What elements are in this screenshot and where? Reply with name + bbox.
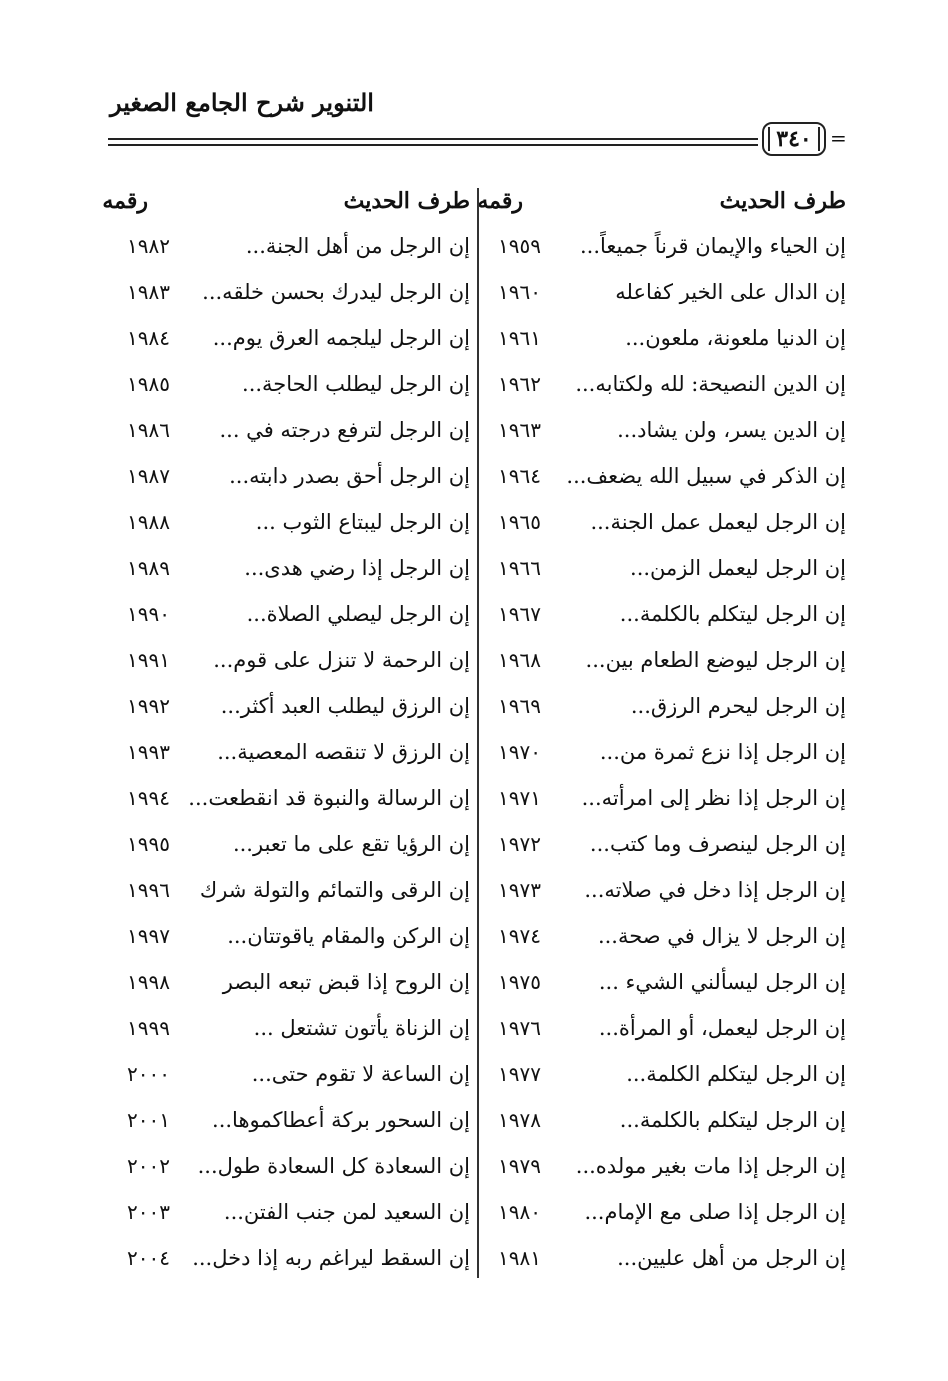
right-hadith-text: إن الدين النصيحة: لله ولكتابه... (575, 372, 846, 396)
left-num-header: رقمه (102, 188, 148, 214)
left-hadith-text: إن السعيد لمن جنب الفتن... (223, 1200, 470, 1224)
header-rule-bottom (108, 144, 758, 146)
table-row (0, 1054, 948, 1100)
right-hadith-number: ١٩٨١ (498, 1246, 541, 1270)
left-text-header: طرف الحديث (343, 188, 470, 214)
table-row (0, 1146, 948, 1192)
right-text-header: طرف الحديث (719, 188, 846, 214)
right-hadith-number: ١٩٧٣ (498, 878, 541, 902)
left-hadith-text: إن الروح إذا قبض تبعه البصر (222, 970, 470, 994)
left-hadith-number: ١٩٨٦ (127, 418, 170, 442)
hadith-index-table (0, 226, 948, 1284)
right-hadith-text: إن الرجل إذا نزع ثمرة من... (599, 740, 846, 764)
right-hadith-number: ١٩٦٤ (498, 464, 541, 488)
left-hadith-number: ١٩٩٤ (127, 786, 170, 810)
table-row (0, 1008, 948, 1054)
right-hadith-text: إن الرجل ليتكلم بالكلمة... (619, 602, 846, 626)
right-hadith-text: إن الرجل ليسألني الشيء ... (598, 970, 846, 994)
right-hadith-number: ١٩٧٥ (498, 970, 541, 994)
right-hadith-number: ١٩٧٨ (498, 1108, 541, 1132)
left-hadith-text: إن الزناة يأتون تشتعل ... (253, 1016, 470, 1040)
table-row (0, 870, 948, 916)
right-hadith-text: إن الرجل ليتكلم الكلمة... (626, 1062, 846, 1086)
page-number-mark: = (830, 126, 847, 150)
right-hadith-number: ١٩٧٢ (498, 832, 541, 856)
left-hadith-number: ١٩٨٣ (127, 280, 170, 304)
left-hadith-text: إن الرجل ليدرك بحسن خلقه... (202, 280, 470, 304)
left-hadith-number: ٢٠٠٢ (127, 1154, 170, 1178)
right-hadith-number: ١٩٥٩ (498, 234, 541, 258)
right-hadith-number: ١٩٦٦ (498, 556, 541, 580)
right-hadith-number: ١٩٧٦ (498, 1016, 541, 1040)
table-row (0, 548, 948, 594)
left-hadith-number: ١٩٨٧ (127, 464, 170, 488)
left-hadith-number: ١٩٩٣ (127, 740, 170, 764)
table-row (0, 410, 948, 456)
right-hadith-number: ١٩٧٠ (498, 740, 541, 764)
left-hadith-number: ٢٠٠١ (127, 1108, 170, 1132)
right-hadith-number: ١٩٦٨ (498, 648, 541, 672)
table-row (0, 502, 948, 548)
right-hadith-text: إن الرجل ليعمل، أو المرأة... (598, 1016, 846, 1040)
right-hadith-number: ١٩٦٧ (498, 602, 541, 626)
right-hadith-text: إن الرجل إذا مات بغير مولده... (575, 1154, 846, 1178)
table-row (0, 732, 948, 778)
left-hadith-number: ١٩٩٩ (127, 1016, 170, 1040)
left-hadith-text: إن السعادة كل السعادة طول... (197, 1154, 470, 1178)
left-hadith-number: ١٩٩٨ (127, 970, 170, 994)
table-row (0, 1192, 948, 1238)
right-hadith-number: ١٩٦٩ (498, 694, 541, 718)
right-hadith-text: إن الرجل ليتكلم بالكلمة... (619, 1108, 846, 1132)
left-hadith-number: ٢٠٠٠ (127, 1062, 170, 1086)
right-hadith-text: إن الرجل ليوضع الطعام بين... (585, 648, 846, 672)
table-row (0, 778, 948, 824)
right-hadith-number: ١٩٧٧ (498, 1062, 541, 1086)
right-hadith-text: إن الدنيا ملعونة، ملعون... (625, 326, 846, 350)
table-row (0, 364, 948, 410)
right-hadith-number: ١٩٦٢ (498, 372, 541, 396)
page-number: ٣٤٠ (762, 122, 826, 156)
left-hadith-number: ٢٠٠٣ (127, 1200, 170, 1224)
right-hadith-text: إن الرجل من أهل عليين... (617, 1246, 846, 1270)
left-hadith-text: إن الرجل ليبتاع الثوب ... (255, 510, 470, 534)
book-title: التنوير شرح الجامع الصغير (110, 88, 374, 117)
right-hadith-text: إن الحياء والإيمان قرناً جميعاً... (580, 234, 846, 258)
right-hadith-number: ١٩٧١ (498, 786, 541, 810)
right-hadith-text: إن الرجل ليعمل الزمن... (630, 556, 846, 580)
header-rule-top (108, 138, 758, 140)
table-row (0, 318, 948, 364)
left-hadith-number: ١٩٨٥ (127, 372, 170, 396)
left-hadith-text: إن الرسالة والنبوة قد انقطعت... (188, 786, 470, 810)
left-hadith-text: إن الرزق لا تنقصه المعصية... (217, 740, 470, 764)
left-hadith-number: ١٩٨٩ (127, 556, 170, 580)
table-row (0, 824, 948, 870)
right-hadith-text: إن الرجل لينصرف وما كتب... (589, 832, 846, 856)
left-hadith-number: ١٩٩٦ (127, 878, 170, 902)
right-hadith-text: إن الذكر في سبيل الله يضعف... (566, 464, 846, 488)
right-hadith-text: إن الرجل إذا دخل في صلاته... (584, 878, 846, 902)
left-hadith-number: ١٩٩٧ (127, 924, 170, 948)
left-hadith-number: ١٩٩٠ (127, 602, 170, 626)
table-row (0, 916, 948, 962)
left-hadith-number: ١٩٨٤ (127, 326, 170, 350)
left-hadith-text: إن السقط ليراغم ربه إذا دخل... (192, 1246, 470, 1270)
right-hadith-number: ١٩٧٤ (498, 924, 541, 948)
right-hadith-text: إن الدين يسر، ولن يشاد... (617, 418, 846, 442)
right-hadith-number: ١٩٦١ (498, 326, 541, 350)
left-hadith-text: إن الرجل من أهل الجنة... (245, 234, 470, 258)
left-hadith-number: ١٩٩٢ (127, 694, 170, 718)
left-hadith-text: إن الرقى والتمائم والتولة شرك (199, 878, 470, 902)
left-hadith-text: إن الرجل ليطلب الحاجة... (242, 372, 470, 396)
table-row (0, 686, 948, 732)
table-row (0, 456, 948, 502)
left-hadith-text: إن السحور بركة أعطاكموها... (212, 1108, 470, 1132)
left-hadith-number: ١٩٩٥ (127, 832, 170, 856)
left-hadith-text: إن الرجل ليصلي الصلاة... (246, 602, 470, 626)
table-row (0, 1238, 948, 1284)
left-hadith-number: ١٩٨٢ (127, 234, 170, 258)
right-hadith-number: ١٩٨٠ (498, 1200, 541, 1224)
left-hadith-number: ٢٠٠٤ (127, 1246, 170, 1270)
right-hadith-number: ١٩٧٩ (498, 1154, 541, 1178)
right-hadith-number: ١٩٦٠ (498, 280, 541, 304)
right-hadith-text: إن الرجل ليعمل عمل الجنة... (590, 510, 846, 534)
left-hadith-text: إن الرجل إذا رضي هدى... (244, 556, 470, 580)
table-row (0, 640, 948, 686)
left-hadith-text: إن الرؤيا تقع على ما تعبر... (232, 832, 470, 856)
right-hadith-text: إن الرجل إذا صلى مع الإمام... (584, 1200, 846, 1224)
table-row (0, 962, 948, 1008)
left-hadith-text: إن الرجل ليلجمه العرق يوم... (212, 326, 470, 350)
left-hadith-text: إن الساعة لا تقوم حتى... (251, 1062, 470, 1086)
right-hadith-text: إن الدال على الخير كفاعله (615, 280, 846, 304)
right-hadith-number: ١٩٦٣ (498, 418, 541, 442)
left-hadith-text: إن الرجل أحق بصدر دابته... (229, 464, 470, 488)
right-num-header: رقمه (477, 188, 523, 214)
table-row (0, 272, 948, 318)
table-row (0, 1100, 948, 1146)
right-hadith-number: ١٩٦٥ (498, 510, 541, 534)
table-row (0, 594, 948, 640)
left-hadith-text: إن الرحمة لا تنزل على قوم... (213, 648, 470, 672)
right-hadith-text: إن الرجل لا يزال في صحة... (597, 924, 846, 948)
table-row (0, 226, 948, 272)
left-hadith-number: ١٩٨٨ (127, 510, 170, 534)
right-hadith-text: إن الرجل إذا نظر إلى امرأته... (581, 786, 846, 810)
left-hadith-number: ١٩٩١ (127, 648, 170, 672)
left-hadith-text: إن الرجل لترفع درجته في ... (219, 418, 470, 442)
right-hadith-text: إن الرجل ليحرم الرزق... (630, 694, 846, 718)
left-hadith-text: إن الركن والمقام ياقوتتان... (227, 924, 470, 948)
left-hadith-text: إن الرزق ليطلب العبد أكثر... (220, 694, 470, 718)
